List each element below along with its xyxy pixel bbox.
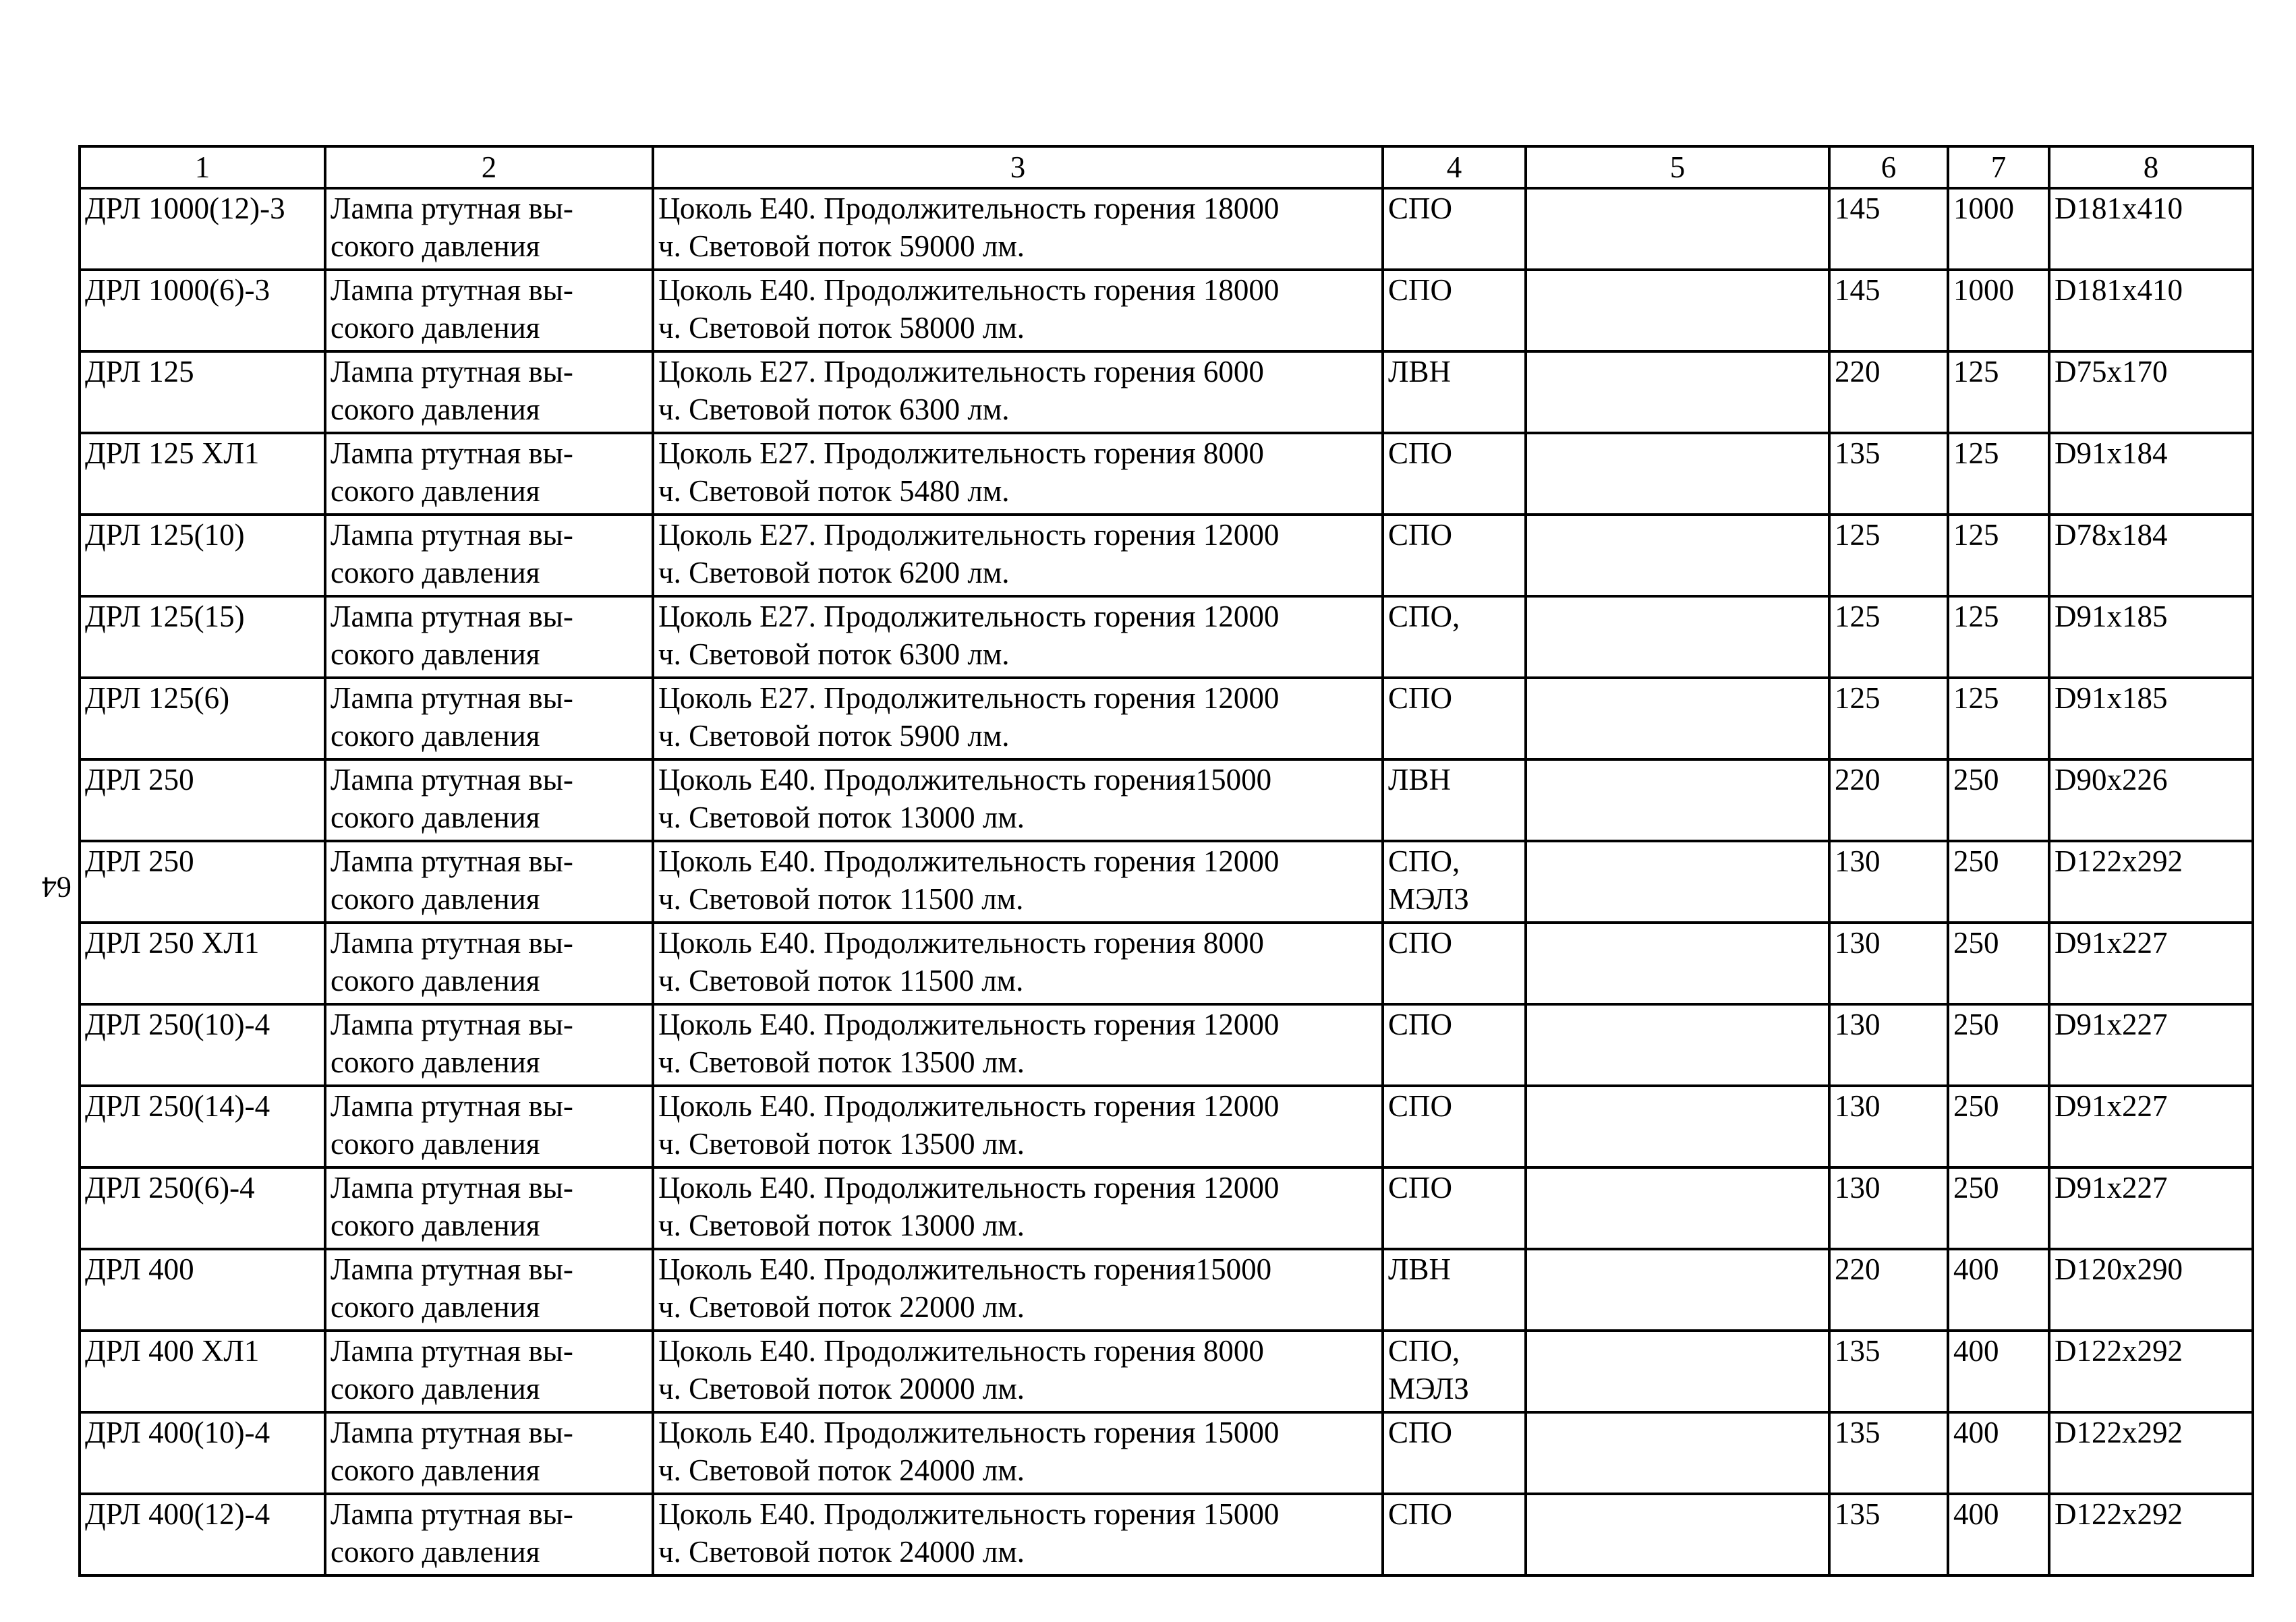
empty-cell: [1526, 515, 1829, 596]
table-row: [80, 923, 2253, 1004]
power-cell: [1948, 188, 2049, 270]
cell-text: 250: [1953, 844, 1999, 878]
dimensions-cell: [2049, 1167, 2253, 1249]
cell-text: Цоколь Е40. Продолжительность горения 8000 ч. Световой поток 20000 лм.: [658, 1334, 1264, 1406]
cell-text: Лампа ртутная вы- сокого давления: [331, 518, 573, 589]
power-cell: [1948, 678, 2049, 759]
cell-text: Цоколь Е27. Продолжительность горения 8000 ч. Световой поток 5480 лм.: [658, 436, 1264, 508]
dimensions-cell: [2049, 1004, 2253, 1086]
voltage-cell: [1829, 351, 1948, 433]
cell-text: Цоколь Е40. Продолжительность горения15000 ч. Световой поток 13000 лм.: [658, 763, 1272, 834]
specification-cell: [653, 1249, 1383, 1331]
empty-cell: [1526, 1331, 1829, 1412]
cell-text: Цоколь Е40. Продолжительность горения 15000 ч. Световой поток 24000 лм.: [658, 1416, 1280, 1487]
column-header: 4: [1383, 146, 1526, 188]
cell-text: СПО, МЭЛЗ: [1388, 1334, 1469, 1406]
cell-text: D91x227: [2055, 1171, 2168, 1205]
manufacturer-cell: [1383, 1494, 1526, 1575]
cell-text: 250: [1953, 1089, 1999, 1123]
lamp-type-cell: [80, 270, 325, 351]
cell-text: 250: [1953, 1008, 1999, 1041]
cell-text: Лампа ртутная вы- сокого давления: [331, 844, 573, 916]
cell-text: СПО,: [1388, 600, 1460, 633]
empty-cell: [1526, 1086, 1829, 1167]
cell-text: 400: [1953, 1334, 1999, 1368]
lamp-type-cell: [80, 351, 325, 433]
voltage-cell: [1829, 1086, 1948, 1167]
table-row: [80, 678, 2253, 759]
lamp-type-cell: [80, 433, 325, 515]
specification-cell: [653, 678, 1383, 759]
lamp-type-cell: [80, 1412, 325, 1494]
table-row: [80, 1086, 2253, 1167]
cell-text: СПО: [1388, 1089, 1453, 1123]
column-header: 6: [1829, 146, 1948, 188]
cell-text: 125: [1953, 518, 1999, 552]
specification-cell: [653, 1086, 1383, 1167]
cell-text: СПО: [1388, 1497, 1453, 1531]
cell-text: ДРЛ 400: [85, 1252, 194, 1286]
voltage-cell: [1829, 270, 1948, 351]
table-row: [80, 1494, 2253, 1575]
cell-text: D122x292: [2055, 844, 2183, 878]
cell-text: 250: [1953, 926, 1999, 960]
voltage-cell: [1829, 515, 1948, 596]
cell-text: D91x185: [2055, 681, 2168, 715]
header-row: [80, 146, 2253, 188]
power-cell: [1948, 433, 2049, 515]
manufacturer-cell: [1383, 1167, 1526, 1249]
description-cell: [325, 188, 653, 270]
description-cell: [325, 1167, 653, 1249]
cell-text: Цоколь Е27. Продолжительность горения 6000 ч. Световой поток 6300 лм.: [658, 355, 1264, 426]
cell-text: 125: [1953, 355, 1999, 388]
lamp-type-cell: [80, 923, 325, 1004]
dimensions-cell: [2049, 1086, 2253, 1167]
manufacturer-cell: [1383, 270, 1526, 351]
cell-text: Лампа ртутная вы- сокого давления: [331, 1334, 573, 1406]
cell-text: D91x227: [2055, 926, 2168, 960]
cell-text: Цоколь Е27. Продолжительность горения 12000 ч. Световой поток 5900 лм.: [658, 681, 1280, 753]
power-cell: [1948, 923, 2049, 1004]
cell-text: 250: [1953, 1171, 1999, 1205]
cell-text: Цоколь Е40. Продолжительность горения 8000 ч. Световой поток 11500 лм.: [658, 926, 1264, 997]
cell-text: ДРЛ 250: [85, 844, 194, 878]
cell-text: D122x292: [2055, 1497, 2183, 1531]
cell-text: Лампа ртутная вы- сокого давления: [331, 763, 573, 834]
cell-text: ДРЛ 250 ХЛ1: [85, 926, 260, 960]
dimensions-cell: [2049, 515, 2253, 596]
voltage-cell: [1829, 1494, 1948, 1575]
specification-cell: [653, 759, 1383, 841]
column-header: 1: [80, 146, 325, 188]
column-header: 7: [1948, 146, 2049, 188]
cell-text: СПО: [1388, 273, 1453, 307]
cell-text: СПО: [1388, 1008, 1453, 1041]
voltage-cell: [1829, 433, 1948, 515]
specification-cell: [653, 433, 1383, 515]
cell-text: Лампа ртутная вы- сокого давления: [331, 355, 573, 426]
cell-text: Лампа ртутная вы- сокого давления: [331, 1171, 573, 1242]
cell-text: 250: [1953, 763, 1999, 796]
description-cell: [325, 759, 653, 841]
description-cell: [325, 678, 653, 759]
voltage-cell: [1829, 188, 1948, 270]
table-body: [80, 188, 2253, 1575]
cell-text: ДРЛ 125(10): [85, 518, 245, 552]
cell-text: ДРЛ 1000(6)-3: [85, 273, 270, 307]
voltage-cell: [1829, 678, 1948, 759]
column-header: 2: [325, 146, 653, 188]
description-cell: [325, 1331, 653, 1412]
cell-text: СПО: [1388, 436, 1453, 470]
cell-text: 1000: [1953, 192, 2014, 225]
cell-text: 220: [1835, 355, 1881, 388]
cell-text: Лампа ртутная вы- сокого давления: [331, 273, 573, 345]
cell-text: ДРЛ 1000(12)-3: [85, 192, 285, 225]
power-cell: [1948, 1004, 2049, 1086]
cell-text: 400: [1953, 1252, 1999, 1286]
voltage-cell: [1829, 1167, 1948, 1249]
description-cell: [325, 270, 653, 351]
cell-text: 1000: [1953, 273, 2014, 307]
empty-cell: [1526, 1249, 1829, 1331]
specification-cell: [653, 596, 1383, 678]
power-cell: [1948, 270, 2049, 351]
power-cell: [1948, 1494, 2049, 1575]
power-cell: [1948, 1249, 2049, 1331]
cell-text: Цоколь Е40. Продолжительность горения15000 ч. Световой поток 22000 лм.: [658, 1252, 1272, 1324]
empty-cell: [1526, 188, 1829, 270]
cell-text: ЛВН: [1388, 763, 1452, 796]
power-cell: [1948, 515, 2049, 596]
cell-text: 130: [1835, 844, 1881, 878]
cell-text: D181x410: [2055, 273, 2183, 307]
description-cell: [325, 515, 653, 596]
cell-text: D91x185: [2055, 600, 2168, 633]
manufacturer-cell: [1383, 923, 1526, 1004]
empty-cell: [1526, 1412, 1829, 1494]
cell-text: СПО: [1388, 1416, 1453, 1449]
empty-cell: [1526, 433, 1829, 515]
cell-text: ЛВН: [1388, 1252, 1452, 1286]
cell-text: D78x184: [2055, 518, 2168, 552]
cell-text: ЛВН: [1388, 355, 1452, 388]
manufacturer-cell: [1383, 351, 1526, 433]
dimensions-cell: [2049, 759, 2253, 841]
cell-text: 400: [1953, 1497, 1999, 1531]
table-row: [80, 1167, 2253, 1249]
table-row: [80, 596, 2253, 678]
cell-text: Цоколь Е40. Продолжительность горения 18000 ч. Световой поток 59000 лм.: [658, 192, 1280, 263]
voltage-cell: [1829, 759, 1948, 841]
manufacturer-cell: [1383, 188, 1526, 270]
dimensions-cell: [2049, 188, 2253, 270]
manufacturer-cell: [1383, 1249, 1526, 1331]
dimensions-cell: [2049, 923, 2253, 1004]
manufacturer-cell: [1383, 1331, 1526, 1412]
table-row: [80, 841, 2253, 923]
table-row: [80, 1331, 2253, 1412]
cell-text: Лампа ртутная вы- сокого давления: [331, 1089, 573, 1161]
cell-text: Лампа ртутная вы- сокого давления: [331, 436, 573, 508]
table-row: [80, 1249, 2253, 1331]
dimensions-cell: [2049, 1331, 2253, 1412]
cell-text: D91x227: [2055, 1008, 2168, 1041]
manufacturer-cell: [1383, 515, 1526, 596]
cell-text: Лампа ртутная вы- сокого давления: [331, 926, 573, 997]
cell-text: 130: [1835, 1008, 1881, 1041]
cell-text: СПО, МЭЛЗ: [1388, 844, 1469, 916]
specification-cell: [653, 1494, 1383, 1575]
empty-cell: [1526, 1004, 1829, 1086]
power-cell: [1948, 1412, 2049, 1494]
cell-text: 125: [1953, 436, 1999, 470]
cell-text: ДРЛ 125 ХЛ1: [85, 436, 260, 470]
empty-cell: [1526, 759, 1829, 841]
dimensions-cell: [2049, 270, 2253, 351]
table-row: [80, 270, 2253, 351]
cell-text: Лампа ртутная вы- сокого давления: [331, 192, 573, 263]
lamp-type-cell: [80, 841, 325, 923]
column-header: 8: [2049, 146, 2253, 188]
cell-text: Цоколь Е40. Продолжительность горения 12000 ч. Световой поток 11500 лм.: [658, 844, 1280, 916]
empty-cell: [1526, 841, 1829, 923]
table-row: [80, 1004, 2253, 1086]
description-cell: [325, 433, 653, 515]
lamp-type-cell: [80, 1249, 325, 1331]
power-cell: [1948, 1167, 2049, 1249]
cell-text: D90x226: [2055, 763, 2168, 796]
description-cell: [325, 1086, 653, 1167]
lamp-type-cell: [80, 759, 325, 841]
cell-text: 135: [1835, 1416, 1881, 1449]
cell-text: 125: [1953, 681, 1999, 715]
cell-text: 130: [1835, 1089, 1881, 1123]
specification-cell: [653, 841, 1383, 923]
description-cell: [325, 841, 653, 923]
cell-text: Цоколь Е27. Продолжительность горения 12000 ч. Световой поток 6300 лм.: [658, 600, 1280, 671]
cell-text: 130: [1835, 1171, 1881, 1205]
power-cell: [1948, 759, 2049, 841]
cell-text: D91x227: [2055, 1089, 2168, 1123]
voltage-cell: [1829, 923, 1948, 1004]
power-cell: [1948, 1086, 2049, 1167]
power-cell: [1948, 1331, 2049, 1412]
dimensions-cell: [2049, 433, 2253, 515]
description-cell: [325, 923, 653, 1004]
dimensions-cell: [2049, 1249, 2253, 1331]
cell-text: D120x290: [2055, 1252, 2183, 1286]
voltage-cell: [1829, 596, 1948, 678]
cell-text: 220: [1835, 763, 1881, 796]
lamp-type-cell: [80, 515, 325, 596]
specification-cell: [653, 923, 1383, 1004]
cell-text: Лампа ртутная вы- сокого давления: [331, 681, 573, 753]
cell-text: Лампа ртутная вы- сокого давления: [331, 1008, 573, 1079]
cell-text: СПО: [1388, 518, 1453, 552]
cell-text: 220: [1835, 1252, 1881, 1286]
cell-text: Цоколь Е40. Продолжительность горения 18000 ч. Световой поток 58000 лм.: [658, 273, 1280, 345]
specification-cell: [653, 1004, 1383, 1086]
lamp-type-cell: [80, 1331, 325, 1412]
manufacturer-cell: [1383, 1004, 1526, 1086]
dimensions-cell: [2049, 351, 2253, 433]
cell-text: Лампа ртутная вы- сокого давления: [331, 600, 573, 671]
dimensions-cell: [2049, 841, 2253, 923]
cell-text: СПО: [1388, 926, 1453, 960]
manufacturer-cell: [1383, 433, 1526, 515]
cell-text: 130: [1835, 926, 1881, 960]
cell-text: Лампа ртутная вы- сокого давления: [331, 1497, 573, 1569]
cell-text: ДРЛ 400 ХЛ1: [85, 1334, 260, 1368]
manufacturer-cell: [1383, 841, 1526, 923]
cell-text: СПО: [1388, 681, 1453, 715]
cell-text: ДРЛ 125(15): [85, 600, 245, 633]
cell-text: Цоколь Е40. Продолжительность горения 12000 ч. Световой поток 13000 лм.: [658, 1171, 1280, 1242]
empty-cell: [1526, 351, 1829, 433]
table-row: [80, 1412, 2253, 1494]
cell-text: ДРЛ 250(6)-4: [85, 1171, 255, 1205]
empty-cell: [1526, 1494, 1829, 1575]
cell-text: D75x170: [2055, 355, 2168, 388]
cell-text: ДРЛ 400(12)-4: [85, 1497, 270, 1531]
cell-text: ДРЛ 250(14)-4: [85, 1089, 270, 1123]
table-row: [80, 515, 2253, 596]
cell-text: 125: [1835, 518, 1881, 552]
page-number: 64: [42, 871, 71, 904]
cell-text: 145: [1835, 192, 1881, 225]
cell-text: Цоколь Е40. Продолжительность горения 15000 ч. Световой поток 24000 лм.: [658, 1497, 1280, 1569]
dimensions-cell: [2049, 1494, 2253, 1575]
voltage-cell: [1829, 1249, 1948, 1331]
description-cell: [325, 596, 653, 678]
manufacturer-cell: [1383, 678, 1526, 759]
lamp-type-cell: [80, 1086, 325, 1167]
cell-text: ДРЛ 250(10)-4: [85, 1008, 270, 1041]
cell-text: 125: [1953, 600, 1999, 633]
specification-cell: [653, 1167, 1383, 1249]
lamp-type-cell: [80, 1167, 325, 1249]
lamp-type-cell: [80, 596, 325, 678]
voltage-cell: [1829, 841, 1948, 923]
specification-cell: [653, 1412, 1383, 1494]
cell-text: Цоколь Е40. Продолжительность горения 12000 ч. Световой поток 13500 лм.: [658, 1089, 1280, 1161]
lamp-type-cell: [80, 1494, 325, 1575]
cell-text: D91x184: [2055, 436, 2168, 470]
cell-text: 125: [1835, 681, 1881, 715]
power-cell: [1948, 841, 2049, 923]
empty-cell: [1526, 678, 1829, 759]
manufacturer-cell: [1383, 596, 1526, 678]
cell-text: Лампа ртутная вы- сокого давления: [331, 1416, 573, 1487]
description-cell: [325, 351, 653, 433]
power-cell: [1948, 596, 2049, 678]
cell-text: 400: [1953, 1416, 1999, 1449]
empty-cell: [1526, 1167, 1829, 1249]
cell-text: СПО: [1388, 1171, 1453, 1205]
dimensions-cell: [2049, 678, 2253, 759]
description-cell: [325, 1249, 653, 1331]
table-row: [80, 759, 2253, 841]
cell-text: 135: [1835, 1334, 1881, 1368]
dimensions-cell: [2049, 1412, 2253, 1494]
description-cell: [325, 1494, 653, 1575]
column-header: 3: [653, 146, 1383, 188]
cell-text: ДРЛ 250: [85, 763, 194, 796]
specification-cell: [653, 1331, 1383, 1412]
lamp-table: [78, 145, 2254, 1577]
cell-text: D181x410: [2055, 192, 2183, 225]
cell-text: 135: [1835, 436, 1881, 470]
dimensions-cell: [2049, 596, 2253, 678]
cell-text: Цоколь Е27. Продолжительность горения 12000 ч. Световой поток 6200 лм.: [658, 518, 1280, 589]
lamp-type-cell: [80, 678, 325, 759]
empty-cell: [1526, 596, 1829, 678]
lamp-type-cell: [80, 188, 325, 270]
cell-text: 125: [1835, 600, 1881, 633]
table-row: [80, 188, 2253, 270]
voltage-cell: [1829, 1412, 1948, 1494]
lamp-type-cell: [80, 1004, 325, 1086]
table-row: [80, 351, 2253, 433]
description-cell: [325, 1004, 653, 1086]
cell-text: D122x292: [2055, 1416, 2183, 1449]
cell-text: ДРЛ 125: [85, 355, 194, 388]
column-header: 5: [1526, 146, 1829, 188]
cell-text: Цоколь Е40. Продолжительность горения 12000 ч. Световой поток 13500 лм.: [658, 1008, 1280, 1079]
cell-text: ДРЛ 125(6): [85, 681, 230, 715]
specification-cell: [653, 351, 1383, 433]
cell-text: Лампа ртутная вы- сокого давления: [331, 1252, 573, 1324]
power-cell: [1948, 351, 2049, 433]
specification-cell: [653, 270, 1383, 351]
description-cell: [325, 1412, 653, 1494]
cell-text: ДРЛ 400(10)-4: [85, 1416, 270, 1449]
empty-cell: [1526, 923, 1829, 1004]
cell-text: 135: [1835, 1497, 1881, 1531]
empty-cell: [1526, 270, 1829, 351]
manufacturer-cell: [1383, 1086, 1526, 1167]
manufacturer-cell: [1383, 759, 1526, 841]
cell-text: D122x292: [2055, 1334, 2183, 1368]
specification-cell: [653, 188, 1383, 270]
cell-text: 145: [1835, 273, 1881, 307]
voltage-cell: [1829, 1331, 1948, 1412]
table-row: [80, 433, 2253, 515]
voltage-cell: [1829, 1004, 1948, 1086]
manufacturer-cell: [1383, 1412, 1526, 1494]
specification-cell: [653, 515, 1383, 596]
cell-text: СПО: [1388, 192, 1453, 225]
